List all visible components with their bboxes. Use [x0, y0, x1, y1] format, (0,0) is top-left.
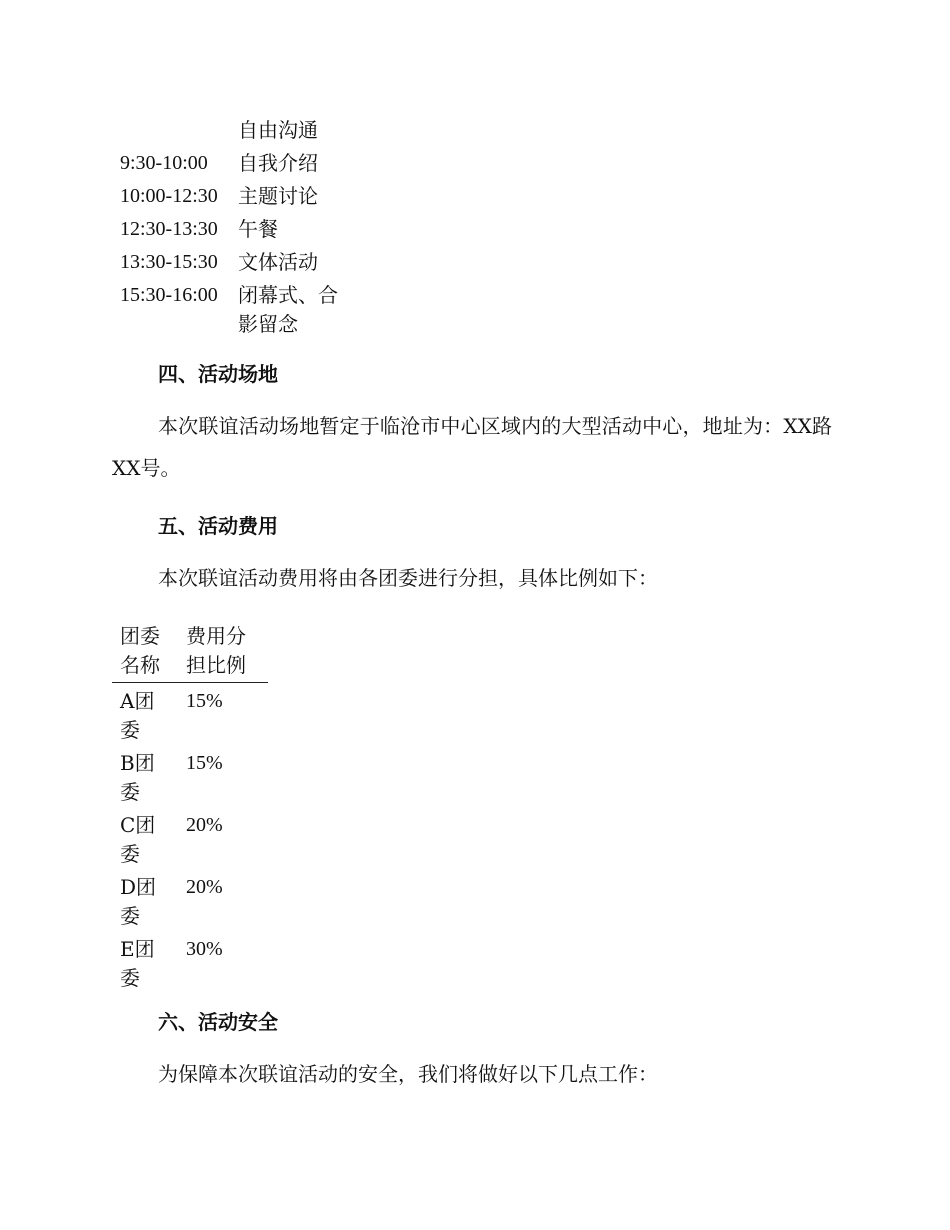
schedule-activity: 自由沟通 [238, 118, 318, 142]
column-header: 费用分担比例 [186, 622, 268, 683]
safety-paragraph: 为保障本次联谊活动的安全，我们将做好以下几点工作： [158, 1062, 658, 1086]
section-heading-safety: 六、活动安全 [158, 1010, 278, 1034]
table-row [112, 935, 268, 997]
schedule-time: 15:30-16:00 [120, 284, 218, 306]
schedule-time [112, 116, 238, 145]
table-row [112, 178, 356, 211]
table-cell: A团委 [120, 689, 155, 742]
table-cell: E团委 [120, 937, 155, 990]
section-heading-cost: 五、活动费用 [158, 514, 278, 538]
schedule-activity: 自我介绍 [238, 151, 318, 175]
schedule-activity: 闭幕式、合影留念 [238, 283, 338, 336]
table-cell: C团委 [120, 813, 156, 866]
table-row [112, 145, 356, 178]
schedule-time: 12:30-13:30 [120, 218, 218, 240]
schedule-activity: 主题讨论 [238, 184, 318, 208]
schedule-activity: 午餐 [238, 217, 278, 241]
table-cell: 15% [186, 752, 223, 774]
venue-paragraph: 本次联谊活动场地暂定于临沧市中心区域内的大型活动中心，地址为：XX路XX号。 [112, 414, 832, 480]
table-row [112, 244, 356, 277]
schedule-time: 13:30-15:30 [120, 251, 218, 273]
schedule-time: 10:00-12:30 [120, 185, 218, 207]
column-header: 团委名称 [112, 622, 186, 683]
table-cell: 20% [186, 814, 223, 836]
table-row [112, 683, 268, 750]
table-cell: 15% [186, 690, 223, 712]
table-row [112, 277, 356, 339]
table-cell: 20% [186, 876, 223, 898]
schedule-table [112, 116, 356, 339]
table-row [112, 116, 356, 145]
table-row [112, 811, 268, 873]
table-row [112, 873, 268, 935]
table-header-row [112, 622, 268, 683]
cost-table [112, 622, 268, 997]
section-heading-venue: 四、活动场地 [158, 362, 278, 386]
table-cell: B团委 [120, 751, 155, 804]
schedule-activity: 文体活动 [238, 250, 318, 274]
schedule-time: 9:30-10:00 [120, 152, 208, 174]
table-cell: 30% [186, 938, 223, 960]
table-cell: D团委 [120, 875, 157, 928]
table-row [112, 749, 268, 811]
cost-paragraph: 本次联谊活动费用将由各团委进行分担，具体比例如下： [158, 566, 658, 590]
table-row [112, 211, 356, 244]
